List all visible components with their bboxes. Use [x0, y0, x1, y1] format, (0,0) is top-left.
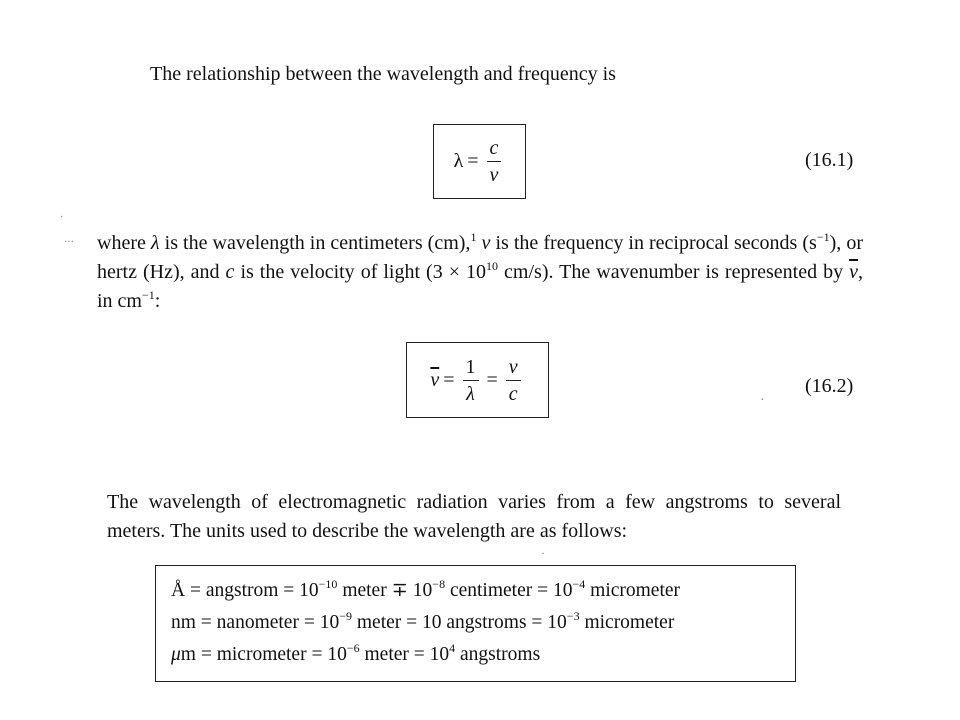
- scan-speck: ·: [760, 393, 765, 408]
- equation-16-1-number: (16.1): [805, 149, 854, 171]
- eq1-fraction: [487, 135, 502, 188]
- paragraph-definitions: where λ is the wavelength in centimeters (cm),$^1$ ν is the frequency in reciprocal seconds $(s^{-1})$, or hertz (Hz), and c is the velocity of light ($3 \times 10^{10}$ cm/s). The wavenumber is represented by $\overline{\nu}$, in $cm^{-1}$:: [97, 230, 864, 312]
- scan-speck: …: [64, 234, 74, 245]
- eq2-fraction-1: [463, 354, 479, 407]
- scan-speck: ·: [541, 546, 545, 560]
- units-box: [155, 565, 796, 682]
- eq1-lhs: λ: [453, 150, 464, 172]
- eq2-numerator-2: ν: [506, 354, 521, 381]
- unit-row-micrometer: μm = micrometer = $10^{-6}$ meter = $10^4$ angstroms: [171, 641, 541, 665]
- paragraph-units-intro: The wavelength of electromagnetic radiation varies from a few angstroms to several meters. The units used to describe the wavelength are as follows:: [107, 491, 841, 542]
- eq2-equals-1: =: [443, 368, 455, 391]
- unit-row-angstrom: Å = angstrom = $10^{-10}$ meter ∓ $10^{-8}$ centimeter = $10^{-4}$ micrometer: [171, 577, 681, 601]
- eq2-denominator-1: λ: [466, 382, 475, 405]
- eq2-equals-2: =: [486, 368, 498, 391]
- scan-speck: ·: [60, 212, 64, 223]
- equation-16-1-box: [433, 124, 526, 199]
- eq2-lhs: $\overline{\nu}$: [430, 368, 440, 391]
- eq2-fraction-2: [506, 354, 521, 407]
- equation-16-2-number: (16.2): [805, 375, 854, 397]
- eq1-numerator: c: [487, 135, 502, 162]
- intro-text: The relationship between the wavelength and frequency is: [150, 63, 616, 85]
- eq2-numerator-1: 1: [463, 354, 479, 381]
- eq1-denominator: ν: [489, 164, 499, 186]
- unit-row-nanometer: nm = nanometer = $10^{-9}$ meter = 10 angstroms = $10^{-3}$ micrometer: [171, 609, 675, 633]
- equation-16-2-box: [406, 342, 549, 418]
- eq1-equals: =: [467, 150, 479, 172]
- eq2-denominator-2: c: [508, 382, 518, 405]
